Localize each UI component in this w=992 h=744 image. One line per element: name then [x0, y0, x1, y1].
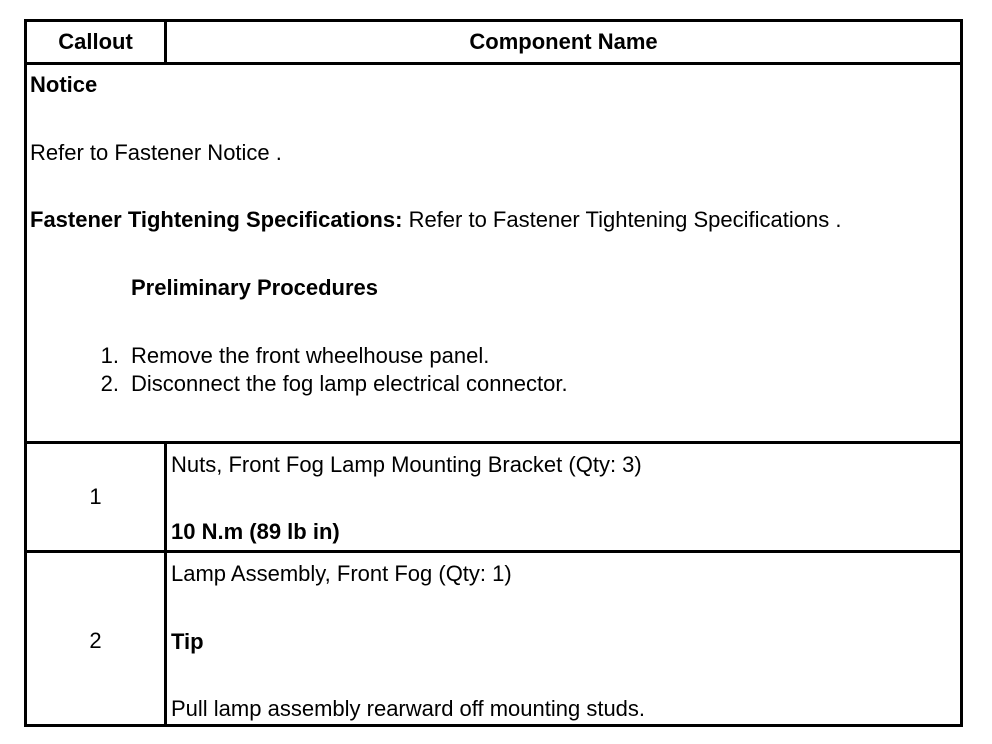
- row-1-component-name: Nuts, Front Fog Lamp Mounting Bracket (Qty: 3): [171, 452, 642, 477]
- fastener-notice-text: Refer to Fastener Notice .: [30, 140, 282, 165]
- fastener-spec-text: Refer to Fastener Tightening Specifications .: [408, 207, 842, 232]
- header-callout: Callout: [58, 29, 133, 54]
- notice-title: Notice: [30, 72, 98, 97]
- preliminary-procedures-title: Preliminary Procedures: [131, 275, 379, 300]
- callout-divider: [164, 441, 167, 724]
- row-1-bottom-line: [27, 550, 960, 553]
- row-2-tip-text: Pull lamp assembly rearward off mounting studs.: [171, 696, 646, 721]
- fastener-spec-line: [30, 206, 841, 234]
- row-2-callout: 2: [89, 628, 102, 653]
- step-2-number: 2.: [100, 371, 119, 396]
- step-1-text: Remove the front wheelhouse panel.: [131, 343, 490, 368]
- component-table: [24, 19, 963, 727]
- row-2-tip-label: Tip: [171, 629, 204, 654]
- row-1-torque: 10 N.m (89 lb in): [171, 519, 340, 544]
- header-component-name: Component Name: [469, 29, 658, 54]
- row-2-component-name: Lamp Assembly, Front Fog (Qty: 1): [171, 561, 512, 586]
- header-divider: [164, 22, 167, 62]
- fastener-spec-label: Fastener Tightening Specifications:: [30, 207, 403, 232]
- row-1-callout: 1: [89, 484, 102, 509]
- step-2-text: Disconnect the fog lamp electrical connector.: [131, 371, 568, 396]
- header-bottom-line: [27, 62, 960, 65]
- step-1-number: 1.: [100, 343, 119, 368]
